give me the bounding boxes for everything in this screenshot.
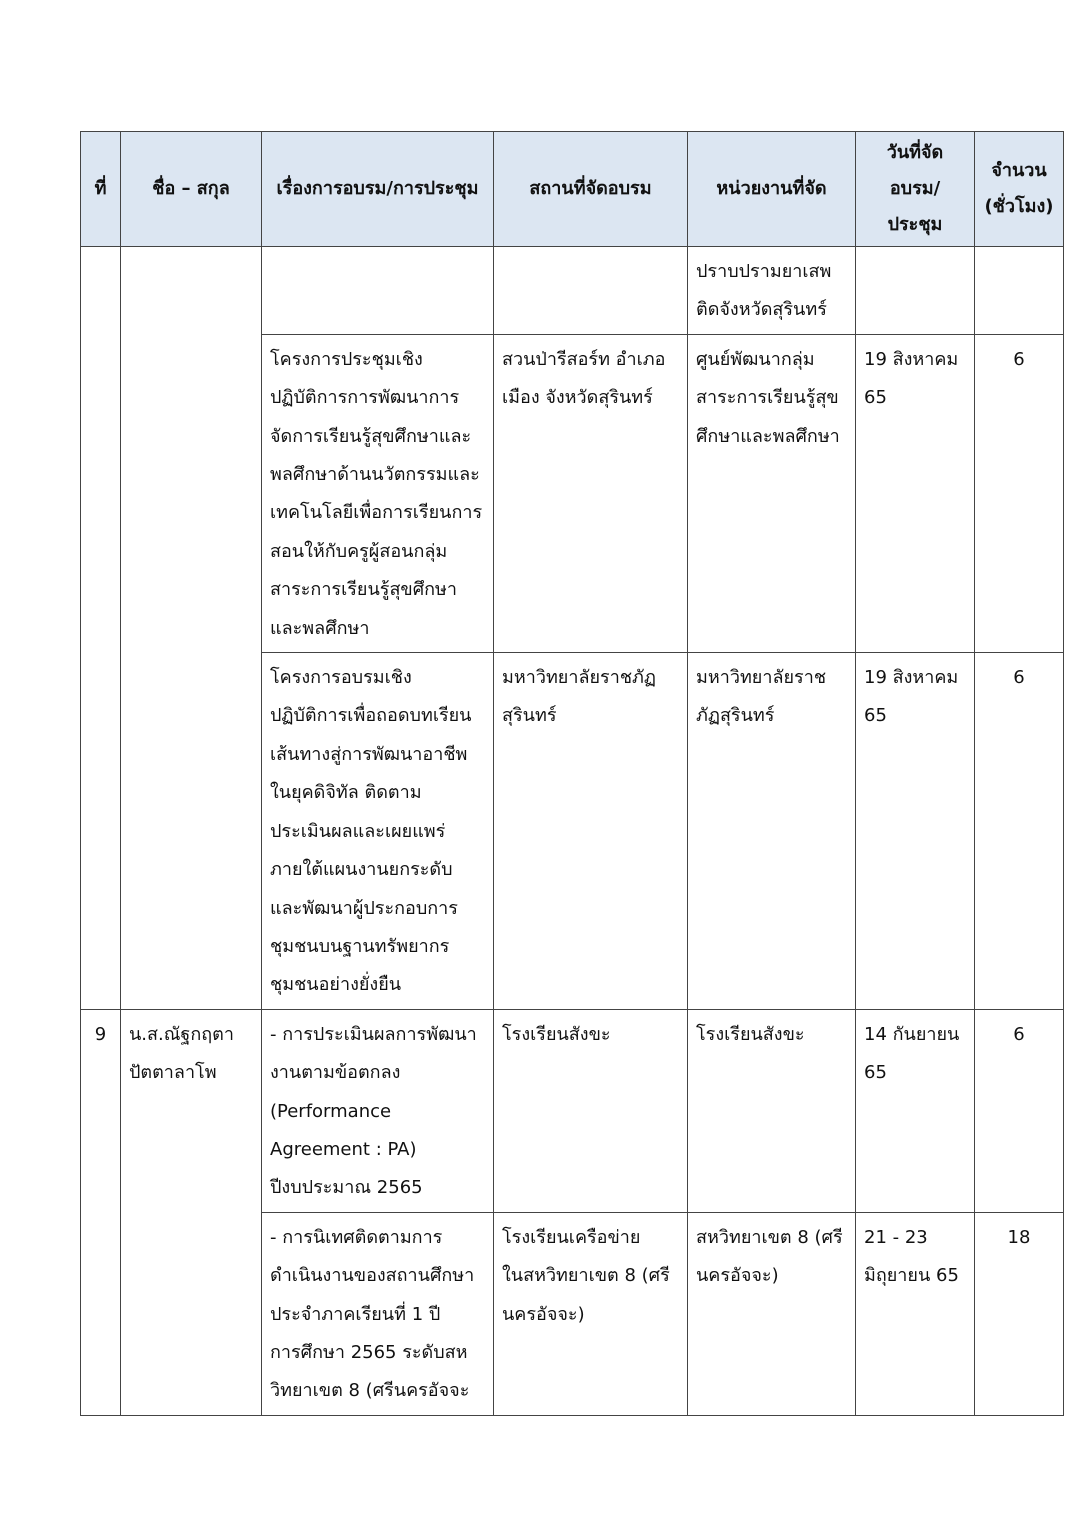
header-place: สถานที่จัดอบรม xyxy=(494,132,688,247)
header-date: วันที่จัด อบรม/ ประชุม xyxy=(856,132,975,247)
table-row xyxy=(81,247,1064,335)
cell-organizer: ศูนย์พัฒนากลุ่ม สาระการเรียนรู้สุข ศึกษาและพลศึกษา xyxy=(688,334,856,652)
header-topic: เรื่องการอบรม/การประชุม xyxy=(262,132,494,247)
table-row xyxy=(81,1009,1064,1212)
cell-hours xyxy=(975,247,1064,335)
cell-topic: โครงการอบรมเชิง ปฏิบัติการเพื่อถอดบทเรียน เส้นทางสู่การพัฒนาอาชีพ ในยุคดิจิทัล ติดตาม ประเมินผลและเผยแพร่ ภายใต้แผนงานยกระดับ และพัฒนาผู้ประกอบการ ชุมชนบนฐานทรัพยากร ชุมชนอย่างยั่งยืน xyxy=(262,653,494,1010)
header-name: ชื่อ – สกุล xyxy=(121,132,262,247)
cell-place: มหาวิทยาลัยราชภัฏ สุรินทร์ xyxy=(494,653,688,1010)
header-organizer: หน่วยงานที่จัด xyxy=(688,132,856,247)
cell-hours: 6 xyxy=(975,653,1064,1010)
cell-place: โรงเรียนเครือข่าย ในสหวิทยาเขต 8 (ศรี นครอัจจะ) xyxy=(494,1212,688,1415)
cell-place: สวนป่ารีสอร์ท อำเภอ เมือง จังหวัดสุรินทร์ xyxy=(494,334,688,652)
cell-place: โรงเรียนสังขะ xyxy=(494,1009,688,1212)
training-record-table xyxy=(80,131,1064,1416)
cell-organizer: ปราบปรามยาเสพ ติดจังหวัดสุรินทร์ xyxy=(688,247,856,335)
cell-no xyxy=(81,247,121,1010)
cell-name: น.ส.ณัฐกฤตา ปัตตาลาโพ xyxy=(121,1009,262,1415)
cell-organizer: มหาวิทยาลัยราช ภัฏสุรินทร์ xyxy=(688,653,856,1010)
cell-hours: 18 xyxy=(975,1212,1064,1415)
header-hours: จำนวน (ชั่วโมง) xyxy=(975,132,1064,247)
cell-topic: - การนิเทศติดตามการ ดำเนินงานของสถานศึกษา ประจำภาคเรียนที่ 1 ปี การศึกษา 2565 ระดับสห วิทยาเขต 8 (ศรีนครอัจจะ xyxy=(262,1212,494,1415)
cell-topic xyxy=(262,247,494,335)
cell-date: 19 สิงหาคม 65 xyxy=(856,653,975,1010)
cell-date: 19 สิงหาคม 65 xyxy=(856,334,975,652)
cell-date: 21 - 23 มิถุยายน 65 xyxy=(856,1212,975,1415)
cell-place xyxy=(494,247,688,335)
cell-no: 9 xyxy=(81,1009,121,1415)
cell-hours: 6 xyxy=(975,334,1064,652)
cell-name xyxy=(121,247,262,1010)
cell-topic: - การประเมินผลการพัฒนา งานตามข้อตกลง (Performance Agreement : PA) ปีงบประมาณ 2565 xyxy=(262,1009,494,1212)
cell-date: 14 กันยายน 65 xyxy=(856,1009,975,1212)
table-header-row xyxy=(81,132,1064,247)
cell-organizer: โรงเรียนสังขะ xyxy=(688,1009,856,1212)
cell-topic: โครงการประชุมเชิง ปฏิบัติการการพัฒนาการ จัดการเรียนรู้สุขศึกษาและ พลศึกษาด้านนวัตกรรมและ เทคโนโลยีเพื่อการเรียนการ สอนให้กับครูผู้สอนกลุ่ม สาระการเรียนรู้สุขศึกษา และพลศึกษา xyxy=(262,334,494,652)
cell-hours: 6 xyxy=(975,1009,1064,1212)
cell-date xyxy=(856,247,975,335)
header-no: ที่ xyxy=(81,132,121,247)
cell-organizer: สหวิทยาเขต 8 (ศรี นครอัจจะ) xyxy=(688,1212,856,1415)
